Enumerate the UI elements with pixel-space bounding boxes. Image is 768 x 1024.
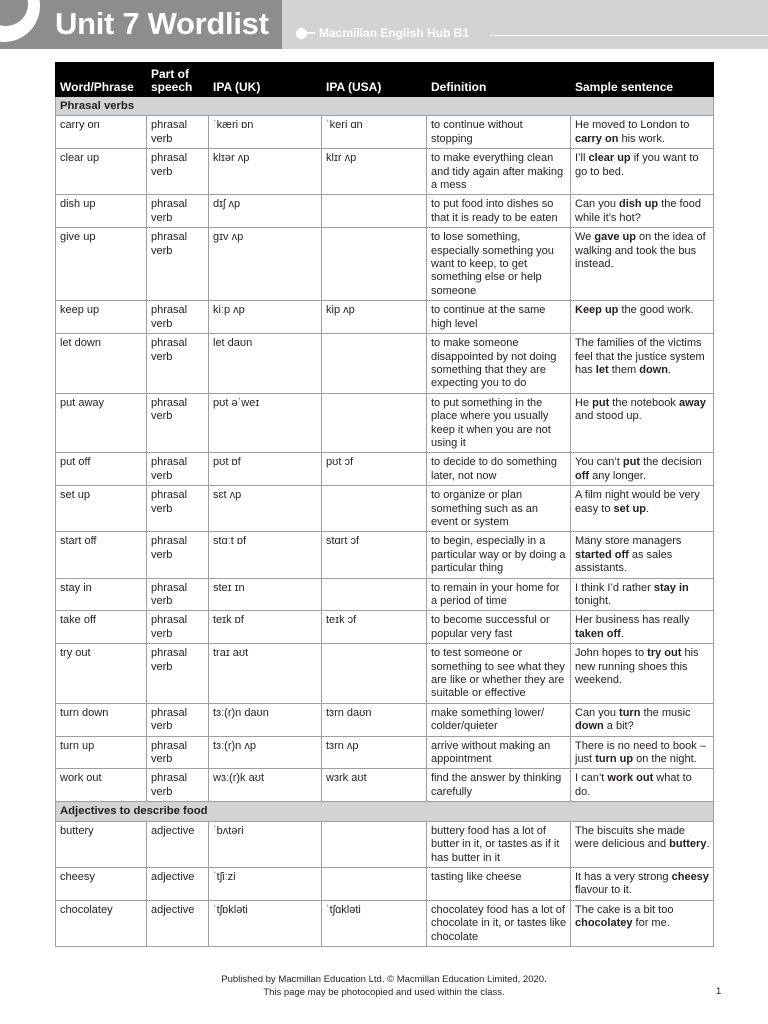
part-of-speech-cell: phrasal verb [147, 116, 209, 149]
sentence-text: It has a very strong [575, 870, 672, 883]
ipa-uk-cell: tɜː(r)n daʊn [209, 703, 322, 736]
ipa-usa-cell: ˈtʃɑkləti [322, 900, 427, 946]
ipa-uk-cell: pʊt əˈweɪ [209, 393, 322, 453]
section-row [56, 802, 714, 821]
definition-cell: arrive without making an appointment [427, 736, 571, 769]
sentence-text: The cake is a bit too [575, 903, 674, 916]
ipa-usa-cell [322, 867, 427, 900]
sample-sentence-cell [571, 867, 714, 900]
definition-cell: to test someone or something to see what they are like or whether they are suitable or effective [427, 644, 571, 704]
part-of-speech-cell: phrasal verb [147, 644, 209, 704]
word-cell: chocolatey [56, 900, 147, 946]
sentence-text: his work. [618, 132, 665, 145]
sentence-text: for me. [632, 917, 670, 930]
sentence-text: There is no need to book – just [575, 739, 706, 766]
definition-cell: buttery food has a lot of butter in it, or tastes as if it has butter in it [427, 821, 571, 867]
table-row [56, 301, 714, 334]
highlighted-phrase: chocolatey [575, 917, 633, 930]
word-cell: clear up [56, 149, 147, 195]
footer-photocopy-note: This page may be photocopied and used within the class. [263, 987, 505, 998]
brand-name: Macmillan English Hub B1 [319, 26, 470, 40]
part-of-speech-cell: phrasal verb [147, 195, 209, 228]
sentence-text: what to do. [575, 772, 692, 798]
part-of-speech-cell: phrasal verb [147, 532, 209, 578]
definition-cell: to put food into dishes so that it is ready to be eaten [427, 195, 571, 228]
ipa-usa-cell [322, 644, 427, 704]
sample-sentence-cell [571, 644, 714, 704]
sample-sentence-cell [571, 116, 714, 149]
sentence-text: The families of the victims feel that the justice system has [575, 337, 705, 376]
ipa-uk-cell: ˈtʃiːzi [209, 867, 322, 900]
sentence-text: John hopes to [575, 647, 648, 660]
section-row [56, 97, 714, 116]
sentence-text: the decision [640, 456, 702, 469]
sentence-text: Can you [575, 706, 620, 719]
ipa-uk-cell: sɛt ʌp [209, 486, 322, 532]
sample-sentence-cell [571, 195, 714, 228]
highlighted-phrase: down [575, 720, 604, 733]
sentence-text: on the idea of walking and took the bus instead. [575, 231, 706, 271]
sentence-text: tonight. [575, 595, 612, 607]
highlighted-phrase: work out [607, 772, 654, 785]
sentence-text: flavour to it. [575, 884, 632, 897]
table-row [56, 611, 714, 644]
definition-cell: to put something in the place where you usually keep it when you are not using it [427, 393, 571, 453]
column-header-sample-sentence: Sample sentence [571, 63, 714, 97]
part-of-speech-cell: phrasal verb [147, 228, 209, 301]
ipa-usa-cell [322, 578, 427, 611]
highlighted-phrase: gave up [594, 231, 636, 244]
section-title: Phrasal verbs [56, 97, 714, 116]
footer-publisher: Published by Macmillan Education Ltd. © Macmillan Education Limited, 2020. [221, 974, 547, 985]
definition-cell: to become successful or popular very fast [427, 611, 571, 644]
part-of-speech-cell: phrasal verb [147, 149, 209, 195]
part-of-speech-cell: phrasal verb [147, 703, 209, 736]
ipa-usa-cell: klɪr ʌp [322, 149, 427, 195]
ipa-uk-cell: traɪ aʊt [209, 644, 322, 704]
definition-cell: to continue at the same high level [427, 301, 571, 334]
table-row [56, 900, 714, 946]
sentence-text: We [575, 231, 595, 244]
highlighted-phrase: taken off [575, 627, 621, 640]
sentence-text: if you want to go to bed. [575, 152, 699, 178]
definition-cell: to lose something, especially something you want to keep, to get something else or help someone [427, 228, 571, 301]
ipa-usa-cell [322, 334, 427, 394]
table-body [56, 97, 714, 947]
ipa-uk-cell: ˈbʌtəri [209, 821, 322, 867]
highlighted-phrase: put [622, 456, 641, 469]
part-of-speech-cell: phrasal verb [147, 393, 209, 453]
sample-sentence-cell [571, 532, 714, 578]
sample-sentence-cell [571, 149, 714, 195]
word-cell: dish up [56, 195, 147, 228]
highlighted-phrase: down [639, 363, 668, 376]
ipa-uk-cell: tɜː(r)n ʌp [209, 736, 322, 769]
sample-sentence-cell [571, 393, 714, 453]
part-of-speech-cell: phrasal verb [147, 578, 209, 611]
word-cell: work out [56, 769, 147, 802]
table-row [56, 393, 714, 453]
sentence-text: his new running shoes this weekend. [575, 647, 699, 687]
ipa-usa-cell [322, 393, 427, 453]
word-cell: cheesy [56, 867, 147, 900]
word-cell: put away [56, 393, 147, 453]
section-title: Adjectives to describe food [56, 802, 714, 821]
sentence-text: and stood up. [575, 410, 642, 423]
sentence-text: any longer. [589, 469, 646, 482]
sentence-text: You can’t [575, 456, 623, 469]
sentence-text: the notebook [609, 396, 679, 409]
ipa-uk-cell: ˈtʃɒkləti [209, 900, 322, 946]
word-cell: buttery [56, 821, 147, 867]
sentence-text: . [645, 502, 649, 515]
definition-cell: to decide to do something later, not now [427, 453, 571, 486]
highlighted-phrase: put [592, 396, 610, 409]
part-of-speech-cell: phrasal verb [147, 611, 209, 644]
part-of-speech-cell: phrasal verb [147, 301, 209, 334]
highlighted-phrase: started off [575, 548, 629, 561]
part-of-speech-cell: phrasal verb [147, 486, 209, 532]
definition-cell: tasting like cheese [427, 867, 571, 900]
word-cell: turn up [56, 736, 147, 769]
word-cell: try out [56, 644, 147, 704]
ipa-usa-cell [322, 228, 427, 301]
word-cell: put off [56, 453, 147, 486]
ipa-uk-cell: dɪʃ ʌp [209, 195, 322, 228]
header-rule [490, 35, 768, 36]
definition-cell: to continue without stopping [427, 116, 571, 149]
ipa-uk-cell: kiːp ʌp [209, 301, 322, 334]
ipa-usa-cell: stɑrt ɔf [322, 532, 427, 578]
sentence-text: the music [640, 706, 691, 719]
column-header-word: Word/Phrase [56, 63, 147, 97]
word-cell: give up [56, 228, 147, 301]
table-row [56, 769, 714, 802]
highlighted-phrase: turn [619, 706, 641, 719]
sample-sentence-cell [571, 578, 714, 611]
sentence-text: The biscuits she made were delicious and [575, 824, 686, 851]
table-row [56, 703, 714, 736]
column-header-part-of-speech: Part of speech [147, 63, 209, 97]
ipa-usa-cell: pʊt ɔf [322, 453, 427, 486]
highlighted-phrase: clear up [588, 152, 631, 165]
sample-sentence-cell [571, 228, 714, 301]
highlighted-phrase: buttery [669, 838, 707, 851]
column-header-ipa-usa: IPA (USA) [322, 63, 427, 97]
definition-cell: to organize or plan something such as an event or system [427, 486, 571, 532]
highlighted-phrase: dish up [619, 198, 659, 211]
sentence-text: a bit? [603, 720, 634, 733]
ipa-uk-cell: ˈkæri ɒn [209, 116, 322, 149]
ipa-uk-cell: let daʊn [209, 334, 322, 394]
ipa-uk-cell: steɪ ɪn [209, 578, 322, 611]
table-row [56, 195, 714, 228]
footer [0, 973, 768, 999]
part-of-speech-cell: adjective [147, 867, 209, 900]
part-of-speech-cell: adjective [147, 821, 209, 867]
wordlist-table [55, 62, 714, 947]
definition-cell: to make everything clean and tidy again after making a mess [427, 149, 571, 195]
word-cell: set up [56, 486, 147, 532]
column-header-definition: Definition [427, 63, 571, 97]
ipa-usa-cell [322, 486, 427, 532]
definition-cell: make something lower/ colder/quieter [427, 703, 571, 736]
word-cell: start off [56, 532, 147, 578]
definition-cell: chocolatey food has a lot of chocolate in it, or tastes like chocolate [427, 900, 571, 946]
definition-cell: find the answer by thinking carefully [427, 769, 571, 802]
sentence-text: . [706, 838, 710, 851]
definition-cell: to make someone disappointed by not doing something that they are expecting you to do [427, 334, 571, 394]
sample-sentence-cell [571, 486, 714, 532]
word-cell: carry on [56, 116, 147, 149]
ipa-usa-cell: teɪk ɔf [322, 611, 427, 644]
brand-line-icon [307, 32, 315, 34]
ipa-uk-cell: pʊt ɒf [209, 453, 322, 486]
table-row [56, 228, 714, 301]
highlighted-phrase: stay in [653, 581, 689, 594]
table-header-row [56, 63, 714, 97]
word-cell: stay in [56, 578, 147, 611]
sentence-text: I can’t [575, 772, 608, 785]
table-row [56, 736, 714, 769]
table-row [56, 532, 714, 578]
sample-sentence-cell [571, 453, 714, 486]
table-row [56, 867, 714, 900]
table-row [56, 578, 714, 611]
sentence-text: I think I’d rather [575, 581, 654, 594]
sentence-text: . [620, 627, 624, 640]
ipa-usa-cell [322, 821, 427, 867]
sample-sentence-cell [571, 334, 714, 394]
sentence-text: Many store managers [575, 535, 682, 548]
sentence-text: Her business has really [575, 614, 690, 627]
highlighted-phrase: cheesy [671, 870, 709, 883]
definition-cell: to begin, especially in a particular way or by doing a particular thing [427, 532, 571, 578]
table-row [56, 149, 714, 195]
brand [296, 26, 469, 40]
table-row [56, 116, 714, 149]
corner-circle-decoration [0, 0, 40, 42]
highlighted-phrase: let [595, 363, 609, 376]
column-header-ipa-uk: IPA (UK) [209, 63, 322, 97]
part-of-speech-cell: phrasal verb [147, 453, 209, 486]
sentence-text: Can you [575, 198, 620, 211]
ipa-uk-cell: stɑːt ɒf [209, 532, 322, 578]
word-cell: take off [56, 611, 147, 644]
part-of-speech-cell: phrasal verb [147, 736, 209, 769]
part-of-speech-cell: adjective [147, 900, 209, 946]
definition-cell: to remain in your home for a period of time [427, 578, 571, 611]
table-row [56, 334, 714, 394]
sample-sentence-cell [571, 703, 714, 736]
sample-sentence-cell [571, 611, 714, 644]
word-cell: turn down [56, 703, 147, 736]
sample-sentence-cell [571, 736, 714, 769]
sample-sentence-cell [571, 769, 714, 802]
highlighted-phrase: turn up [595, 753, 634, 766]
highlighted-phrase: away [678, 396, 706, 409]
sentence-text: as sales assistants. [575, 548, 673, 575]
sentence-text: I’ll [575, 152, 589, 165]
part-of-speech-cell: phrasal verb [147, 769, 209, 802]
ipa-usa-cell: ˈkeri ɑn [322, 116, 427, 149]
brand-dot-icon [296, 28, 307, 39]
sentence-text: them [608, 363, 640, 376]
ipa-uk-cell: wɜː(r)k aʊt [209, 769, 322, 802]
ipa-usa-cell [322, 195, 427, 228]
ipa-usa-cell: kip ʌp [322, 301, 427, 334]
sentence-text: the food while it’s hot? [575, 198, 701, 224]
sentence-text: the good work. [618, 304, 694, 317]
highlighted-phrase: try out [647, 647, 682, 660]
ipa-usa-cell: tɜrn ʌp [322, 736, 427, 769]
sample-sentence-cell [571, 301, 714, 334]
sentence-text: He [575, 396, 593, 409]
page-number: 1 [716, 986, 722, 997]
table-row [56, 486, 714, 532]
highlighted-phrase: carry on [575, 132, 619, 145]
sample-sentence-cell [571, 900, 714, 946]
word-cell: keep up [56, 301, 147, 334]
sentence-text: A film night would be very easy to [575, 489, 700, 515]
table-row [56, 453, 714, 486]
title-block [0, 0, 282, 49]
highlighted-phrase: Keep up [575, 304, 619, 317]
ipa-uk-cell: teɪk ɒf [209, 611, 322, 644]
highlighted-phrase: off [575, 469, 590, 482]
ipa-usa-cell: wɜrk aʊt [322, 769, 427, 802]
sentence-text: . [667, 363, 671, 376]
sentence-text: He moved to London to [575, 119, 690, 132]
sample-sentence-cell [571, 821, 714, 867]
table-row [56, 644, 714, 704]
table-row [56, 821, 714, 867]
highlighted-phrase: set up [613, 502, 646, 515]
page-title: Unit 7 Wordlist [55, 6, 269, 41]
ipa-uk-cell: ɡɪv ʌp [209, 228, 322, 301]
part-of-speech-cell: phrasal verb [147, 334, 209, 394]
ipa-usa-cell: tɜrn daʊn [322, 703, 427, 736]
ipa-uk-cell: klɪər ʌp [209, 149, 322, 195]
word-cell: let down [56, 334, 147, 394]
sentence-text: on the night. [633, 753, 697, 766]
